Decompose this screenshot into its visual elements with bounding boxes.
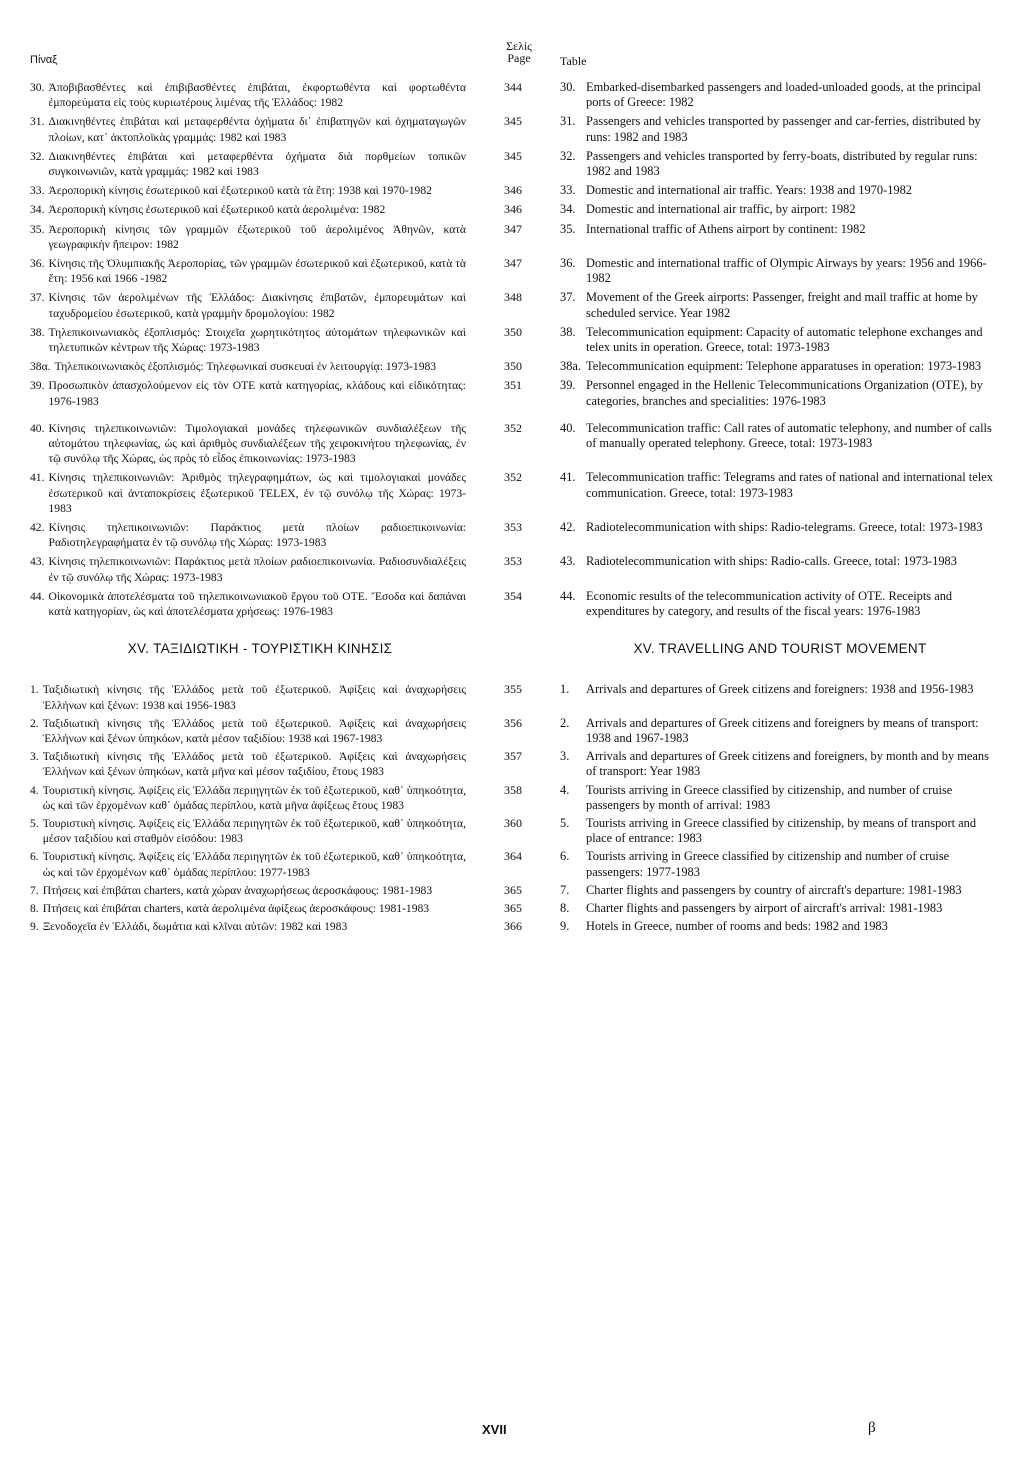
entry-title-greek: Ταξιδιωτικὴ κίνησις τῆς Ἑλλάδος μετὰ τοῦ ἐξωτερικοῦ. Ἀφίξεις καὶ ἀναχωρήσεις Ἑλλήνων καὶ ξένων ὑπηκόων, κατὰ μέσον ταξιδίου: 1938 καὶ 1967-1983 [42, 716, 466, 745]
entry-number: 38a. [560, 359, 581, 374]
index-row [30, 149, 1000, 179]
page-ref: 351 [504, 378, 522, 393]
greek-entry [30, 816, 466, 846]
english-entry [560, 901, 1000, 916]
page-ref: 345 [504, 114, 522, 129]
column-header [30, 40, 1000, 80]
entry-title-greek: Πτήσεις καὶ ἐπιβάται charters, κατὰ χώραν ἀναχωρήσεως ἀεροσκάφους: 1981-1983 [42, 883, 433, 897]
index-row [30, 783, 1000, 813]
page-ref: 346 [504, 183, 522, 198]
english-entry [560, 849, 1000, 879]
greek-entry [30, 849, 466, 879]
page-ref: 352 [504, 470, 522, 485]
entry-number: 44. [560, 588, 576, 603]
greek-entry [30, 919, 466, 934]
greek-entry [30, 716, 466, 746]
entry-title-english: Telecommunication equipment: Telephone apparatuses in operation: 1973-1983 [586, 359, 982, 374]
entry-title-greek: Προσωπικὸν ἀπασχολούμενον εἰς τὸν ΟΤΕ κατὰ κατηγορίας, κλάδους καὶ εἰδικότητας: 1976-1983 [48, 379, 466, 408]
greek-entry [30, 290, 466, 320]
english-entry [560, 749, 1000, 779]
page-column-heading [496, 40, 542, 64]
entry-number: 30. [560, 80, 576, 94]
english-entry [560, 290, 1000, 320]
entry-number: 32. [30, 149, 45, 163]
page-ref: 347 [504, 221, 522, 236]
entry-number: 2. [30, 716, 39, 730]
entry-title-english: Personnel engaged in the Hellenic Telecommunications Organization (OTE), by categories, branches and specialities: 1976-1983 [586, 378, 983, 408]
entry-title-greek: Τηλεπικοινωνιακὸς ἐξοπλισμός: Τηλεφωνικαὶ συσκευαὶ ἐν λειτουργίᾳ: 1973-1983 [54, 360, 437, 374]
entry-number: 3. [560, 749, 570, 764]
entry-title-english: Economic results of the telecommunication activity of OTE. Receipts and expenditures by category, and results of the fiscal years: 1976-1983 [586, 588, 953, 619]
english-entry [560, 470, 1000, 500]
entry-number: 33. [30, 184, 45, 198]
entry-title-greek: Τουριστικὴ κίνησις. Ἀφίξεις εἰς Ἑλλάδα περιηγητῶν ἐκ τοῦ ἐξωτερικοῦ, καθ᾽ ὑπηκοότητα, μέσον ταξιδίου καὶ σταθμὸν εἰσόδου: 1983 [42, 816, 466, 846]
english-entry [560, 783, 1000, 813]
page-number: XVII [482, 1422, 507, 1437]
page-ref: 352 [504, 420, 522, 435]
entry-title-greek: Διακινηθέντες ἐπιβάται καὶ μεταφερθέντα ὀχήματα δι᾽ ἐπιβατηγῶν καὶ ὀχηματαγωγῶν πλοίων, κατ᾽ ἀκτοπλοϊκὰς γραμμάς: 1982 καὶ 1983 [48, 115, 466, 144]
entry-number: 42. [560, 520, 576, 535]
entry-number: 9. [30, 920, 39, 934]
entry-title-english: Arrivals and departures of Greek citizens and foreigners by means of transport: 1938 and 1967-1983 [586, 715, 979, 745]
entry-number: 34. [30, 203, 45, 217]
entry-title-english: Charter flights and passengers by airport of aircraft's arrival: 1981-1983 [586, 900, 943, 915]
entry-title-english: Charter flights and passengers by country of aircraft's departure: 1981-1983 [586, 882, 962, 897]
entry-title-greek: Ταξιδιωτικὴ κίνησις τῆς Ἑλλάδος μετὰ τοῦ ἐξωτερικοῦ. Ἀφίξεις καὶ ἀναχωρήσεις Ἑλλήνων καὶ ξένων: 1938 καὶ 1956-1983 [42, 683, 466, 712]
entry-number: 42. [30, 521, 45, 535]
page-ref: 366 [504, 919, 522, 934]
entry-title-greek: Κίνησις τηλεπικοινωνιῶν: Ἀριθμὸς τηλεγραφημάτων, ὡς καὶ τιμολογιακαὶ μονάδες ἐσωτερικοῦ καὶ ἀνταποκρίσεις ἐξωτερικοῦ TELEX, ἐν τῷ συνόλῳ τῆς Χώρας: 1973-1983 [48, 471, 466, 515]
entry-number: 4. [30, 783, 39, 797]
entry-number: 6. [30, 850, 39, 864]
entry-number: 30. [30, 81, 45, 94]
entry-number: 35. [560, 221, 576, 236]
entry-title-english: Embarked-disembarked passengers and loaded-unloaded goods, at the principal ports of Greece: 1982 [586, 80, 981, 110]
index-row [30, 114, 1000, 144]
greek-entry [30, 114, 466, 144]
entry-number: 5. [30, 816, 39, 830]
page-ref: 358 [504, 782, 522, 797]
entry-number: 36. [560, 256, 576, 271]
entry-title-english: Hotels in Greece, number of rooms and beds: 1982 and 1983 [586, 919, 888, 934]
entry-number: 3. [30, 750, 39, 764]
index-row [30, 849, 1000, 879]
entry-title-greek: Τουριστικὴ κίνησις. Ἀφίξεις εἰς Ἑλλάδα περιηγητῶν ἐκ τοῦ ἐξωτερικοῦ, καθ᾽ ὑπηκοότητα, ὡς καὶ τῶν ἐρχομένων καθ᾽ ὁμάδας περίπλου, κατὰ μῆνα ἀφίξεως ἔτους 1983 [42, 783, 466, 812]
entry-number: 7. [30, 883, 39, 897]
english-entry [560, 919, 1000, 934]
entry-number: 2. [560, 715, 570, 730]
entry-title-english: Tourists arriving in Greece classified by citizenship and number of cruise passengers: 1977-1983 [586, 849, 950, 879]
index-row [30, 919, 1000, 934]
index-row [30, 256, 1000, 286]
entry-number: 34. [560, 202, 576, 217]
entry-title-english: Domestic and international traffic of Olympic Airways by years: 1956 and 1966-1982 [586, 256, 987, 286]
greek-entry [30, 222, 466, 252]
entry-title-english: Radiotelecommunication with ships: Radio-calls. Greece, total: 1973-1983 [586, 554, 957, 569]
entry-title-english: Tourists arriving in Greece classified by citizenship, and number of cruise passengers by month of arrival: 1983 [586, 782, 953, 812]
index-row [30, 359, 1000, 374]
index-row [30, 378, 1000, 408]
entry-title-english: Arrivals and departures of Greek citizens and foreigners: 1938 and 1956-1983 [586, 682, 974, 697]
greek-entry [30, 421, 466, 467]
greek-entry [30, 325, 466, 355]
entry-number: 38. [560, 324, 576, 339]
entry-number: 5. [560, 815, 570, 830]
entry-title-greek: Οἰκονομικὰ ἀποτελέσματα τοῦ τηλεπικοινωνιακοῦ ἔργου τοῦ ΟΤΕ. Ἔσοδα καὶ δαπάναι κατὰ κατηγορίαν, ὡς καὶ ἀποτελέσματα χρήσεως: 1976-1983 [48, 589, 466, 619]
entry-number: 36. [30, 257, 45, 271]
entry-title-greek: Ἀεροπορικὴ κίνησις ἐσωτερικοῦ καὶ ἐξωτερικοῦ κατὰ ἀερολιμένα: 1982 [48, 203, 386, 217]
page-ref: 350 [504, 359, 522, 374]
entry-number: 8. [30, 901, 39, 915]
page-ref: 357 [504, 749, 522, 764]
page-heading-english: Page [507, 51, 531, 65]
page-ref: 364 [504, 849, 522, 864]
entry-title-english: Telecommunication traffic: Call rates of automatic telephony, and number of calls of manually operated telephony. Greece, total: 1973-1983 [586, 420, 992, 451]
section-title-greek: XV. ΤΑΞΙΔΙΩΤΙΚΗ - ΤΟΥΡΙΣΤΙΚΗ ΚΙΝΗΣΙΣ [127, 641, 393, 657]
entry-title-greek: Τουριστικὴ κίνησις. Ἀφίξεις εἰς Ἑλλάδα περιηγητῶν ἐκ τοῦ ἐξωτερικοῦ, καθ᾽ ὑπηκοότητα, ὡς καὶ τῶν ἐρχομένων καθ᾽ ὁμάδας περίπλου: 1977-1983 [42, 850, 466, 879]
english-column-heading: Table [560, 54, 587, 68]
entry-number: 39. [30, 379, 45, 393]
index-row [30, 80, 1000, 110]
index-row [30, 222, 1000, 252]
english-entry [560, 589, 1000, 619]
greek-entry [30, 682, 466, 712]
greek-entry [30, 783, 466, 813]
index-row [30, 520, 1000, 550]
entry-number: 33. [560, 183, 576, 198]
index-row [30, 325, 1000, 355]
greek-entry [30, 378, 466, 408]
index-row [30, 202, 1000, 217]
entry-title-greek: Κίνησις τηλεπικοινωνιῶν: Παράκτιος μετὰ πλοίων ραδιοεπικοινωνία: Ραδιοτηλεγραφήματα ἐν τῷ συνόλῳ τῆς Χώρας: 1973-1983 [48, 521, 466, 550]
english-entry [560, 80, 1000, 110]
entry-title-english: Tourists arriving in Greece classified by citizenship, by means of transport and place of entrance: 1983 [586, 815, 977, 846]
entry-title-english: Telecommunication traffic: Telegrams and rates of national and international telex communication. Greece, total: 1973-1983 [586, 470, 993, 500]
page-heading-greek: Σελίς [506, 39, 532, 53]
entry-title-english: Passengers and vehicles transported by ferry-boats, distributed by regular runs: 1982 and 1983 [586, 148, 978, 179]
entry-title-english: International traffic of Athens airport by continent: 1982 [586, 221, 866, 236]
greek-entry [30, 883, 466, 898]
entry-number: 31. [560, 114, 576, 129]
greek-entry [30, 470, 466, 516]
entry-title-greek: Τηλεπικοινωνιακὸς ἐξοπλισμός: Στοιχεῖα χωρητικότητος αὐτομάτων τηλεφωνικῶν καὶ τηλετυπικῶν κέντρων τῆς Χώρας: 1973-1983 [48, 325, 466, 355]
english-entry [560, 222, 1000, 237]
entry-number: 37. [560, 290, 576, 305]
entry-number: 41. [560, 470, 576, 485]
entry-number: 37. [30, 291, 45, 305]
english-entry [560, 325, 1000, 355]
index-row [30, 883, 1000, 898]
entry-title-english: Radiotelecommunication with ships: Radio-telegrams. Greece, total: 1973-1983 [586, 520, 983, 535]
english-entry [560, 359, 1000, 374]
entry-title-english: Domestic and international air traffic, by airport: 1982 [586, 202, 856, 217]
entry-number: 7. [560, 882, 570, 897]
entry-number: 6. [560, 849, 570, 864]
english-entry [560, 114, 1000, 144]
index-row [30, 816, 1000, 846]
english-entry [560, 256, 1000, 286]
index-row [30, 470, 1000, 516]
english-entry [560, 378, 1000, 408]
entry-title-greek: Κίνησις τῆς Ὀλυμπιακῆς Ἀεροπορίας, τῶν γραμμῶν ἐσωτερικοῦ καὶ ἐξωτερικοῦ, κατὰ τὰ ἔτη: 1956 καὶ 1966 -1982 [48, 257, 466, 286]
section-title-english: XV. TRAVELLING AND TOURIST MOVEMENT [633, 641, 927, 657]
entry-title-greek: Ἀεροπορικὴ κίνησις τῶν γραμμῶν ἐξωτερικοῦ τοῦ ἀερολιμένος Ἀθηνῶν, κατὰ γεωγραφικὴν ἤπειρον: 1982 [48, 222, 466, 251]
greek-entry [30, 749, 466, 779]
entry-number: 1. [560, 682, 570, 697]
english-entry [560, 816, 1000, 846]
index-page [30, 40, 1000, 937]
index-row [30, 749, 1000, 779]
greek-entry [30, 359, 466, 374]
entry-title-english: Domestic and international air traffic. Years: 1938 and 1970-1982 [586, 183, 912, 198]
page-ref: 345 [504, 148, 522, 163]
index-row [30, 183, 1000, 198]
entry-title-greek: Κίνησις τηλεπικοινωνιῶν: Τιμολογιακαὶ μονάδες τηλεφωνικῶν συνδιαλέξεων τῆς αὐτομάτου τηλεφωνίας, ὡς καὶ ἀριθμὸς συνδιαλέξεων τῆς χειροκινήτου τηλεφωνίας, ἐν τῷ συνόλῳ τῆς Χώρας, ὡς πρὸς τὸ εἶδος ἐπικοινωνίας: 1973-1983 [48, 421, 466, 466]
entry-number: 35. [30, 222, 45, 236]
entry-title-english: Telecommunication equipment: Capacity of automatic telephone exchanges and telex units in operation. Greece, total: 1973-1983 [586, 324, 983, 355]
index-row [30, 554, 1000, 584]
greek-entry [30, 520, 466, 550]
entry-title-greek: Ἀποβιβασθέντες καὶ ἐπιβιβασθέντες ἐπιβάται, ἐκφορτωθέντα καὶ φορτωθέντα ἐμπορεύματα εἰς τοὺς κυριωτέρους λιμένας τῆς Ἑλλάδος: 1982 [48, 81, 466, 110]
english-entry [560, 520, 1000, 535]
greek-entry [30, 183, 466, 198]
entry-title-english: Arrivals and departures of Greek citizens and foreigners, by month and by means of transport: Year 1983 [586, 749, 989, 779]
signature-mark: β [868, 1420, 876, 1436]
greek-entry [30, 901, 466, 916]
entry-title-greek: Κίνησις τηλεπικοινωνιῶν: Παράκτιος μετὰ πλοίων ραδιοεπικοινωνία. Ραδιοσυνδιαλέξεις ἐν τῷ συνόλῳ τῆς Χώρας: 1973-1983 [48, 555, 466, 584]
entry-number: 31. [30, 115, 45, 129]
travel-table-list [30, 682, 1000, 934]
page-ref: 354 [504, 588, 522, 603]
entry-title-english: Passengers and vehicles transported by passenger and car-ferries, distributed by runs: 1982 and 1983 [586, 114, 981, 144]
index-row [30, 716, 1000, 746]
english-entry [560, 883, 1000, 898]
english-entry [560, 716, 1000, 746]
english-entry [560, 421, 1000, 451]
entry-number: 38α. [30, 360, 51, 374]
page-ref: 355 [504, 682, 522, 697]
index-row [30, 421, 1000, 467]
entry-number: 4. [560, 782, 570, 797]
entry-title-greek: Κίνησις τῶν ἀερολιμένων τῆς Ἑλλάδος: Διακίνησις ἐπιβατῶν, ἐμπορευμάτων καὶ ταχυδρομείου ἐσωτερικοῦ, κατὰ γραμμὴν δρομολογίου: 1982 [48, 291, 466, 320]
english-entry [560, 682, 1000, 697]
entry-number: 9. [560, 919, 570, 934]
entry-number: 43. [560, 554, 576, 569]
entry-number: 32. [560, 148, 576, 163]
greek-entry [30, 80, 466, 110]
english-entry [560, 183, 1000, 198]
greek-column-heading: Πίναξ [30, 54, 58, 66]
index-row [30, 290, 1000, 320]
entry-title-greek: Διακινηθέντες ἐπιβάται καὶ μεταφερθέντα ὀχήματα διὰ πορθμείων τοπικῶν συγκοινωνιῶν, κατὰ γραμμάς: 1982 καὶ 1983 [48, 149, 466, 179]
index-row [30, 682, 1000, 712]
entry-title-english: Movement of the Greek airports: Passenger, freight and mail traffic at home by scheduled service. Year 1982 [586, 290, 978, 320]
greek-entry [30, 589, 466, 619]
page-ref: 360 [504, 815, 522, 830]
greek-entry [30, 554, 466, 584]
page-ref: 344 [504, 80, 522, 94]
greek-entry [30, 202, 466, 217]
entry-number: 38. [30, 325, 45, 339]
index-row [30, 901, 1000, 916]
entry-title-greek: Ξενοδοχεῖα ἐν Ἑλλάδι, δωμάτια καὶ κλῖναι αὐτῶν: 1982 καὶ 1983 [42, 920, 348, 934]
greek-entry [30, 256, 466, 286]
entry-number: 41. [30, 471, 45, 485]
page-ref: 365 [504, 882, 522, 897]
entry-number: 8. [560, 900, 570, 915]
entry-number: 43. [30, 555, 45, 569]
section-heading [30, 641, 1000, 656]
page-ref: 353 [504, 554, 522, 569]
entry-title-greek: Πτήσεις καὶ ἐπιβάται charters, κατὰ ἀερολιμένα ἀφίξεως ἀεροσκάφους: 1981-1983 [42, 901, 430, 915]
entry-number: 40. [560, 420, 576, 435]
page-ref: 348 [504, 290, 522, 305]
page-ref: 353 [504, 520, 522, 535]
english-entry [560, 202, 1000, 217]
greek-entry [30, 149, 466, 179]
english-entry [560, 554, 1000, 569]
entry-number: 40. [30, 421, 45, 435]
page-ref: 350 [504, 324, 522, 339]
transport-table-list [30, 80, 1000, 619]
entry-title-greek: Ταξιδιωτικὴ κίνησις τῆς Ἑλλάδος μετὰ τοῦ ἐξωτερικοῦ. Ἀφίξεις καὶ ἀναχωρήσεις Ἑλλήνων καὶ ξένων ὑπηκόων, κατὰ μῆνα καὶ μέσον ταξιδίου, ἔτους 1983 [42, 750, 466, 779]
entry-number: 39. [560, 378, 576, 393]
english-entry [560, 149, 1000, 179]
page-ref: 356 [504, 715, 522, 730]
entry-number: 1. [30, 683, 39, 697]
page-ref: 347 [504, 256, 522, 271]
page-ref: 346 [504, 202, 522, 217]
entry-number: 44. [30, 589, 45, 603]
entry-title-greek: Ἀεροπορικὴ κίνησις ἐσωτερικοῦ καὶ ἐξωτερικοῦ κατὰ τὰ ἔτη: 1938 καὶ 1970-1982 [48, 184, 432, 198]
page-ref: 365 [504, 900, 522, 915]
index-row [30, 589, 1000, 619]
